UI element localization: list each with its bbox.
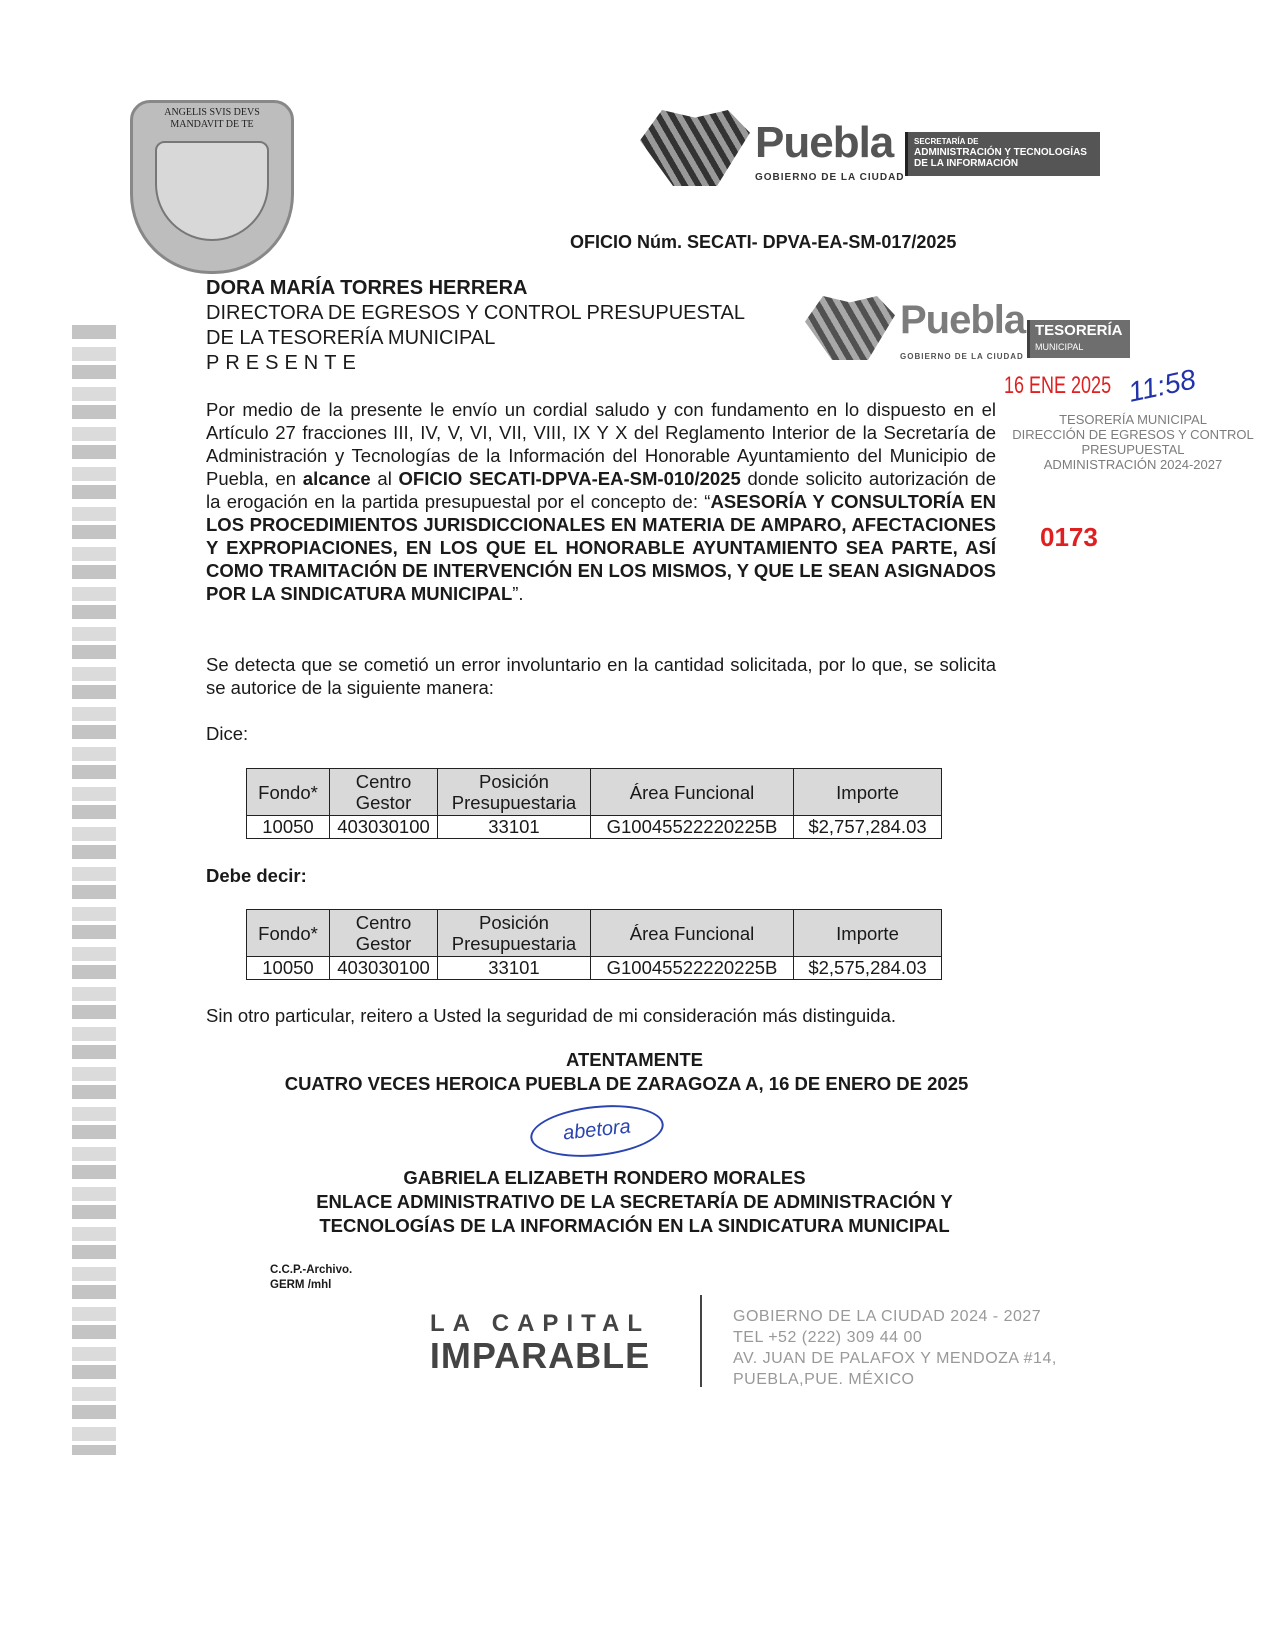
text: donde solicito autorización de la erogación en la partida presupuestal por el concepto de: “: [206, 468, 996, 512]
puebla-logo: [640, 110, 1100, 190]
col-importe: Importe: [794, 910, 942, 957]
footer-divider: [700, 1295, 702, 1387]
folio-number: 0173: [1040, 522, 1098, 552]
place-date: CUATRO VECES HEROICA PUEBLA DE ZARAGOZA A, 16 DE ENERO DE 2025: [284, 1073, 969, 1094]
decorative-border: [72, 325, 116, 1455]
text: Por medio de la presente le envío un cordial saludo y con fundamento en lo dispuesto en el Artículo 27 fracciones III, IV, V, VI, VII, VIII, IX Y X del Reglamento Interior de la Secretaría de Administración y Tecnologías de la Información del Honorable Ayuntamiento del Municipio de Puebla, en: [206, 399, 996, 489]
tesoreria-label: TESORERÍA: [1035, 322, 1123, 339]
footer-line: GOBIERNO DE LA CIUDAD 2024 - 2027: [733, 1308, 1042, 1325]
stamp-line: TESORERÍA MUNICIPAL: [1059, 412, 1207, 427]
table-debe-decir: [246, 909, 942, 980]
logo-subtitle: GOBIERNO DE LA CIUDAD: [755, 172, 905, 183]
cell: 33101: [438, 816, 591, 839]
referenced-oficio: OFICIO SECATI-DPVA-EA-SM-010/2025: [398, 468, 741, 489]
puebla-emblem-icon: [805, 296, 895, 360]
cell: G10045522220225B: [591, 816, 794, 839]
footer-contact: [733, 1306, 1057, 1390]
text: al: [370, 468, 399, 489]
table-header-row: [247, 910, 942, 957]
ccp-line: C.C.P.-Archivo.: [270, 1264, 353, 1276]
atentamente: ATENTAMENTE: [565, 1049, 704, 1070]
closing-line: Sin otro particular, reitero a Usted la seguridad de mi consideración más distinguida.: [206, 1005, 897, 1026]
presente: PRESENTE: [206, 352, 362, 374]
body-paragraph-2: Se detecta que se cometió un error involuntario en la cantidad solicitada, por lo que, se solicita se autorice de la siguiente manera:: [206, 654, 996, 698]
cell: 10050: [247, 816, 330, 839]
col-fondo: Fondo*: [247, 769, 330, 816]
table-row: [247, 957, 942, 980]
puebla-emblem-icon: [640, 110, 750, 186]
initials-line: GERM /mhl: [270, 1279, 332, 1291]
slogan-logo: [400, 1310, 680, 1374]
oficio-number: OFICIO Núm. SECATI- DPVA-EA-SM-017/2025: [570, 232, 957, 252]
cell: 33101: [438, 957, 591, 980]
cell: $2,757,284.03: [794, 816, 942, 839]
col-posicion: Posición Presupuestaria: [438, 769, 591, 816]
secretaria-name: ADMINISTRACIÓN Y TECNOLOGÍAS DE LA INFORMACIÓN: [914, 147, 1087, 169]
signer-name: GABRIELA ELIZABETH RONDERO MORALES: [403, 1167, 806, 1188]
cell: 403030100: [330, 957, 438, 980]
cell: $2,575,284.03: [794, 957, 942, 980]
table-header-row: [247, 769, 942, 816]
table-row: [247, 816, 942, 839]
secretaria-pre: SECRETARÍA DE: [914, 137, 979, 146]
footer-city: PUEBLA,PUE. MÉXICO: [733, 1371, 915, 1388]
dice-label: Dice:: [206, 723, 249, 744]
text-bold: alcance: [302, 468, 371, 489]
stamp-logo-subtitle: GOBIERNO DE LA CIUDAD: [900, 352, 1024, 361]
municipal-label: MUNICIPAL: [1035, 342, 1084, 352]
logo-name: Puebla: [755, 118, 894, 167]
col-area-funcional: Área Funcional: [591, 769, 794, 816]
stamp-logo-name: Puebla: [900, 298, 1026, 342]
tesoreria-box: [1027, 320, 1130, 358]
concept: ASESORÍA Y CONSULTORÍA EN LOS PROCEDIMIENTOS JURISDICCIONALES EN MATERIA DE AMPARO, AFECTACIONES Y EXPROPIACIONES, EN LOS QUE EL HONORABLE AYUNTAMIENTO SEA PARTE, ASÍ COMO TRAMITACIÓN DE INTERVENCIÓN EN LOS MISMOS, Y QUE LE SEAN ASIGNADOS POR LA SINDICATURA MUNICIPAL: [206, 491, 996, 604]
body-paragraph-1: [206, 398, 996, 605]
tesoreria-stamp-logo: [805, 296, 1130, 366]
stamp-line: PRESUPUESTAL: [1081, 442, 1185, 457]
seal-motto: ANGELIS SVIS DEVS MANDAVIT DE TE: [164, 107, 260, 130]
city-seal-logo: [130, 100, 294, 274]
recipient-name: DORA MARÍA TORRES HERRERA: [206, 277, 528, 299]
seal-inner: [155, 141, 269, 241]
stamp-line: ADMINISTRACIÓN 2024-2027: [1043, 457, 1223, 472]
ccp-block: [270, 1263, 352, 1293]
received-date-stamp: 16 ENE 2025: [1004, 372, 1112, 399]
recipient-title-1: DIRECTORA DE EGRESOS Y CONTROL PRESUPUESTAL: [206, 302, 746, 324]
col-importe: Importe: [794, 769, 942, 816]
recipient-title-2: DE LA TESORERÍA MUNICIPAL: [206, 327, 496, 349]
footer-address: AV. JUAN DE PALAFOX Y MENDOZA #14,: [733, 1350, 1057, 1367]
received-time: 11:58: [1125, 363, 1199, 408]
signer-title-1: ENLACE ADMINISTRATIVO DE LA SECRETARÍA DE ADMINISTRACIÓN Y: [316, 1191, 953, 1212]
col-centro-gestor: Centro Gestor: [330, 769, 438, 816]
signer-title-2: TECNOLOGÍAS DE LA INFORMACIÓN EN LA SINDICATURA MUNICIPAL: [319, 1215, 950, 1236]
recipient-block: [206, 276, 745, 376]
col-posicion: Posición Presupuestaria: [438, 910, 591, 957]
col-area-funcional: Área Funcional: [591, 910, 794, 957]
received-stamp-text: [1004, 412, 1262, 472]
stamp-line: DIRECCIÓN DE EGRESOS Y CONTROL: [1012, 427, 1254, 442]
cell: G10045522220225B: [591, 957, 794, 980]
handwritten-signature: abetora: [528, 1099, 666, 1163]
cell: 403030100: [330, 816, 438, 839]
debe-decir-label: Debe decir:: [206, 865, 307, 886]
slogan-line-2: IMPARABLE: [429, 1335, 651, 1376]
secretaria-box: [905, 132, 1100, 176]
col-fondo: Fondo*: [247, 910, 330, 957]
col-centro-gestor: Centro Gestor: [330, 910, 438, 957]
cell: 10050: [247, 957, 330, 980]
text: ”.: [512, 583, 524, 604]
slogan-line-1: LA CAPITAL: [430, 1310, 650, 1337]
footer-phone: TEL +52 (222) 309 44 00: [733, 1329, 923, 1346]
table-dice: [246, 768, 942, 839]
